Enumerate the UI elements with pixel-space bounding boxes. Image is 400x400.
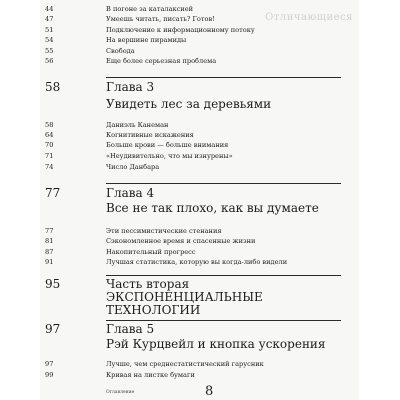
toc-entry-title: Кривая на листке бумаги: [106, 371, 195, 379]
toc-entry: [40, 360, 359, 369]
part-rule: [106, 275, 341, 276]
toc-entry-title: Умеешь читать, писать? Готов!: [106, 15, 215, 23]
toc-entry: [40, 163, 359, 172]
chapter-rule: [106, 77, 341, 78]
toc-entry: [40, 258, 359, 267]
toc-page-number: 58: [45, 121, 54, 129]
chapter-heading: [40, 322, 359, 337]
toc-page-number: 91: [45, 258, 54, 266]
toc-page-number: 44: [45, 5, 54, 13]
bleed-through-text: Отличающиеся: [265, 12, 353, 23]
chapter-label: Глава 4: [106, 186, 155, 200]
toc-page-number: 97: [45, 360, 54, 368]
chapter-title-row: [40, 97, 359, 112]
toc-entry-title: Эти пессимистические стенания: [106, 227, 222, 235]
chapter-page-number: 58: [45, 80, 61, 94]
toc-entry: [40, 152, 359, 161]
toc-entry: [40, 248, 359, 257]
part-title-row: [40, 303, 359, 318]
toc-page-number: 99: [45, 371, 54, 379]
chapter-title-row: [40, 337, 359, 352]
toc-page-number: 81: [45, 237, 54, 245]
toc-entry-title: Даниэль Канеман: [106, 121, 169, 129]
chapter-rule: [106, 320, 341, 321]
chapter-title: Все не так плохо, как вы думаете: [106, 201, 319, 215]
toc-entry-title: Лучшая статистика, которую вы когда-либо видели: [106, 258, 288, 266]
part-label: Часть вторая: [106, 277, 190, 291]
toc-page-number: 77: [45, 227, 54, 235]
chapter-label: Глава 5: [106, 322, 155, 336]
part-title-line1: ЭКСПОНЕНЦИАЛЬНЫЕ: [106, 290, 263, 304]
toc-page-number: 56: [45, 57, 54, 65]
chapter-label: Глава 3: [106, 80, 155, 94]
toc-page-number: 47: [45, 15, 54, 23]
chapter-heading: [40, 186, 359, 201]
chapter-heading: [40, 80, 359, 95]
book-page: [40, 0, 359, 400]
toc-page-number: 87: [45, 248, 54, 256]
toc-entry: [40, 5, 359, 14]
toc-entry-title: Когнитивные искажения: [106, 131, 194, 139]
toc-page-number: 51: [45, 26, 54, 34]
chapter-title-row: [40, 201, 359, 216]
running-footer: Оглавление: [106, 390, 135, 395]
toc-entry: [40, 131, 359, 140]
toc-entry: [40, 36, 359, 45]
toc-entry-title: Больше крови — больше внимания: [106, 141, 229, 149]
toc-page-number: 74: [45, 163, 54, 171]
toc-entry-title: Свобода: [106, 47, 135, 55]
toc-entry: [40, 227, 359, 236]
chapter-title: Увидеть лес за деревьями: [106, 97, 272, 111]
toc-entry: [40, 237, 359, 246]
toc-entry: [40, 141, 359, 150]
chapter-rule: [106, 183, 341, 184]
toc-page-number: 64: [45, 131, 54, 139]
toc-entry-title: Число Данбара: [106, 163, 160, 171]
chapter-page-number: 97: [45, 322, 61, 336]
chapter-page-number: 77: [45, 186, 61, 200]
toc-entry-title: На вершине пирамиды: [106, 36, 187, 44]
toc-entry-title: Сэкономленное время и спасенные жизни: [106, 237, 256, 245]
toc-page-number: 55: [45, 47, 54, 55]
toc-page-number: 70: [45, 141, 54, 149]
toc-entry-title: Подключение к информационному потоку: [106, 26, 255, 34]
toc-entry: [40, 57, 359, 66]
toc-entry: [40, 371, 359, 380]
toc-entry-title: Еще более серьезная проблема: [106, 57, 217, 65]
part-page-number: 95: [45, 277, 61, 291]
toc-page-number: 54: [45, 36, 54, 44]
toc-entry: [40, 26, 359, 35]
toc-page-number: 71: [45, 152, 54, 160]
toc-entry-title: Накопительный прогресс: [106, 248, 196, 256]
toc-entry: [40, 121, 359, 130]
toc-entry-title: В погоне за каталаксией: [106, 5, 194, 13]
part-title-line2: ТЕХНОЛОГИИ: [106, 303, 201, 317]
toc-entry-title: Лучше, чем среднестатистический гарусник: [106, 360, 264, 368]
toc-entry-title: «Неудивительно, что мы изнурены»: [106, 152, 233, 160]
page-number: 8: [205, 384, 214, 399]
chapter-title: Рэй Курцвейл и кнопка ускорения: [106, 337, 326, 351]
toc-entry: [40, 15, 359, 24]
toc-entry: [40, 47, 359, 56]
